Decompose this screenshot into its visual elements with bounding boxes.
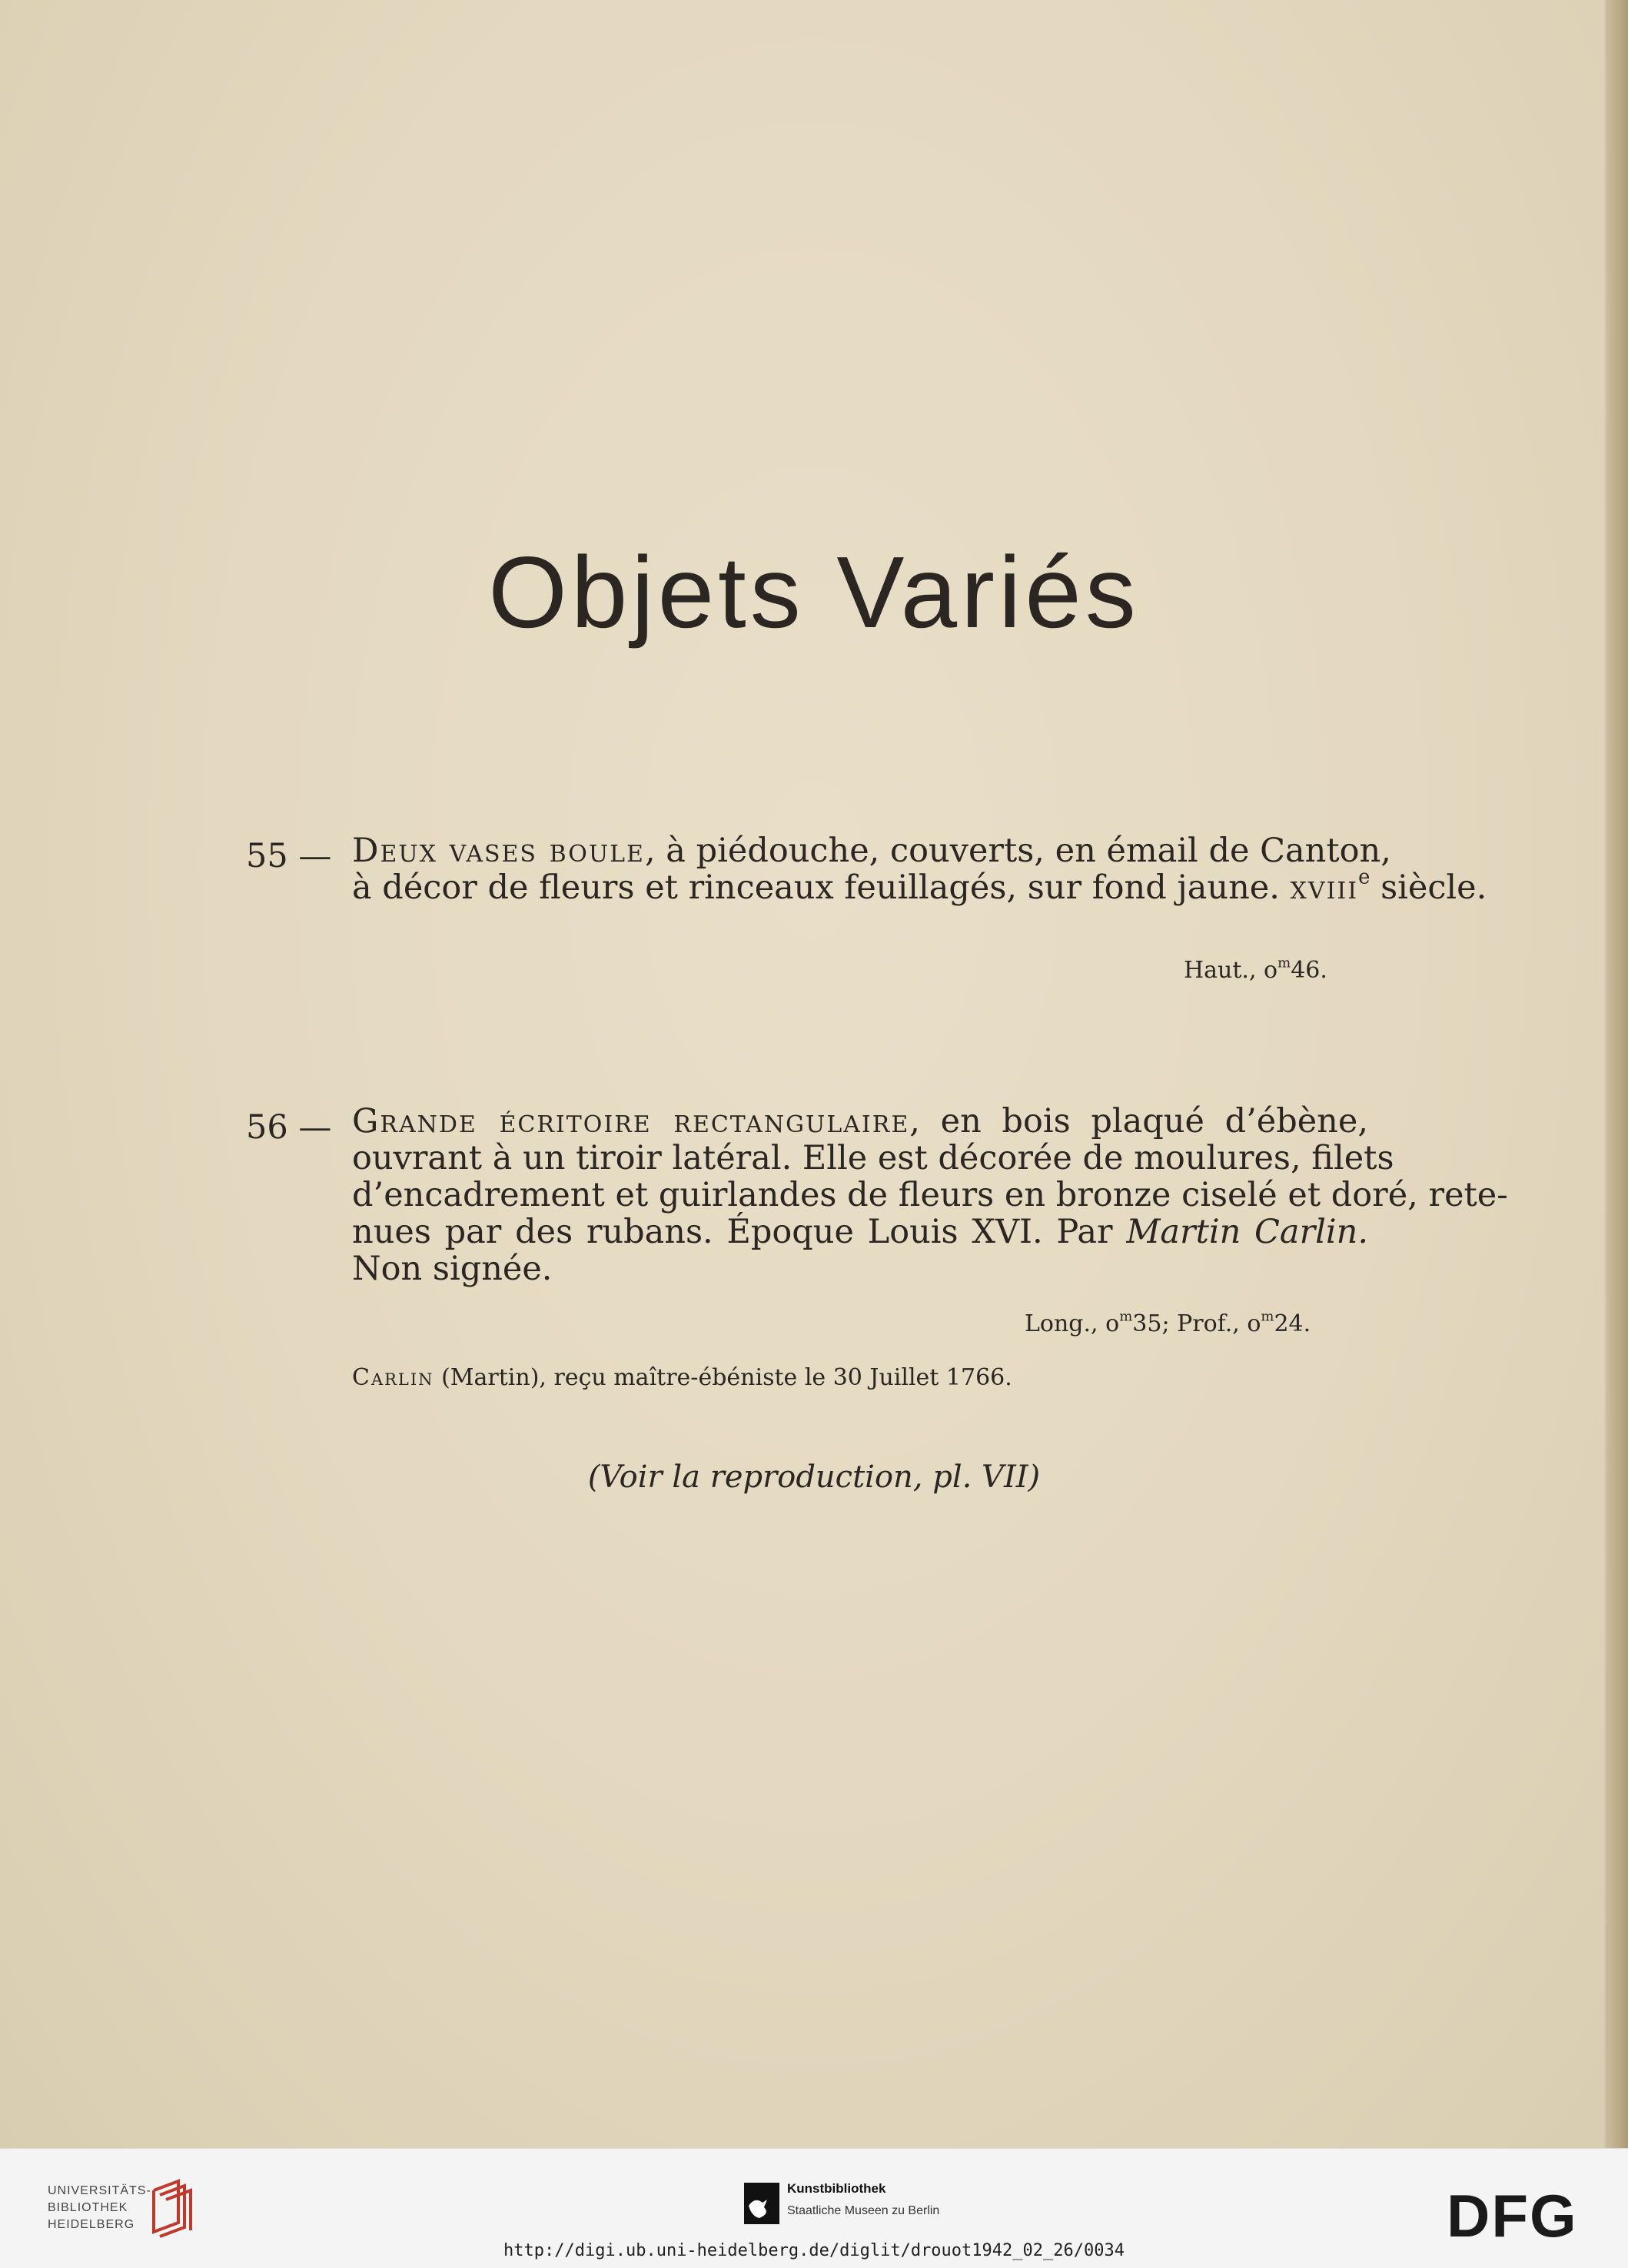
entry-55-line-1: [352, 832, 1391, 870]
depth-unit: m: [1261, 1308, 1274, 1325]
entry-55-dimensions: [1184, 955, 1327, 984]
entry-56-line-4: [352, 1213, 1368, 1251]
maker-note-text: (Martin), reçu maître-ébéniste le 30 Juillet 1766.: [434, 1364, 1012, 1391]
entry-55-line-2-end: siècle.: [1370, 868, 1487, 907]
heidelberg-university-library-logo[interactable]: [48, 2180, 209, 2249]
entry-55-line-2-text: à décor de fleurs et rinceaux feuillagés, sur fond jaune.: [352, 868, 1291, 907]
depth-value: 24.: [1274, 1310, 1311, 1337]
dimension-value: 46.: [1291, 957, 1327, 984]
viewer-footer: [0, 2148, 1628, 2268]
entry-56-line-1: [352, 1102, 1368, 1141]
document-url[interactable]: http://digi.ub.uni-heidelberg.de/diglit/drouot1942_02_26/0034: [503, 2241, 1125, 2260]
length-value: 35;: [1132, 1310, 1178, 1337]
kunstbibliothek-subtitle: Staatliche Museen zu Berlin: [787, 2204, 940, 2217]
century: xviii: [1290, 868, 1359, 907]
dimension-unit: m: [1277, 955, 1291, 971]
entry-55-line-1-rest: , à piédouche, couverts, en émail de Canton,: [644, 832, 1391, 870]
dimension-label: Haut., o: [1184, 957, 1278, 984]
dfg-logo[interactable]: DFG: [1447, 2182, 1578, 2250]
university-book-icon: [148, 2180, 197, 2238]
entry-55-line-2: [352, 865, 1487, 907]
entry-55-lead: Deux vases boule: [352, 832, 645, 870]
entry-56-line-4-text: nues par des rubans. Époque Louis XVI. Par: [352, 1213, 1127, 1251]
university-logo-line-3: HEIDELBERG: [48, 2218, 135, 2231]
kunstbibliothek-logo[interactable]: [744, 2173, 990, 2235]
kunstbibliothek-mark-icon: [744, 2183, 779, 2224]
entry-56-line-5: Non signée.: [352, 1250, 553, 1288]
university-logo-line-2: BIBLIOTHEK: [48, 2201, 128, 2214]
length-unit: m: [1119, 1308, 1133, 1325]
century-superscript: e: [1358, 865, 1371, 889]
university-logo-line-1: UNIVERSITÄTS-: [48, 2184, 151, 2197]
maker-name: Martin Carlin.: [1126, 1213, 1368, 1251]
entry-56-line-2: ouvrant à un tiroir latéral. Elle est décorée de moulures, filets: [352, 1139, 1394, 1177]
entry-56-dimensions: [1025, 1308, 1311, 1337]
plate-reference: (Voir la reproduction, pl. VII): [587, 1459, 1041, 1495]
maker-note-lead: Carlin: [352, 1364, 434, 1391]
kunstbibliothek-title: Kunstbibliothek: [787, 2181, 886, 2196]
entry-56-number: 56 —: [246, 1108, 332, 1147]
maker-note: [352, 1366, 1012, 1390]
page-title: Objets Variés: [488, 536, 1140, 649]
entry-56-line-3: d’encadrement et guirlandes de fleurs en bronze ciselé et doré, rete-: [352, 1176, 1508, 1214]
entry-56-line-1-rest: , en bois plaqué d’ébène,: [909, 1102, 1368, 1141]
depth-label: Prof., o: [1177, 1310, 1261, 1337]
page-edge: [1608, 0, 1628, 2148]
entry-56-lead: Grande écritoire rectangulaire: [352, 1102, 910, 1141]
length-label: Long., o: [1025, 1310, 1120, 1337]
entry-55-number: 55 —: [246, 837, 332, 875]
page-fold-shadow: [1603, 0, 1608, 2148]
